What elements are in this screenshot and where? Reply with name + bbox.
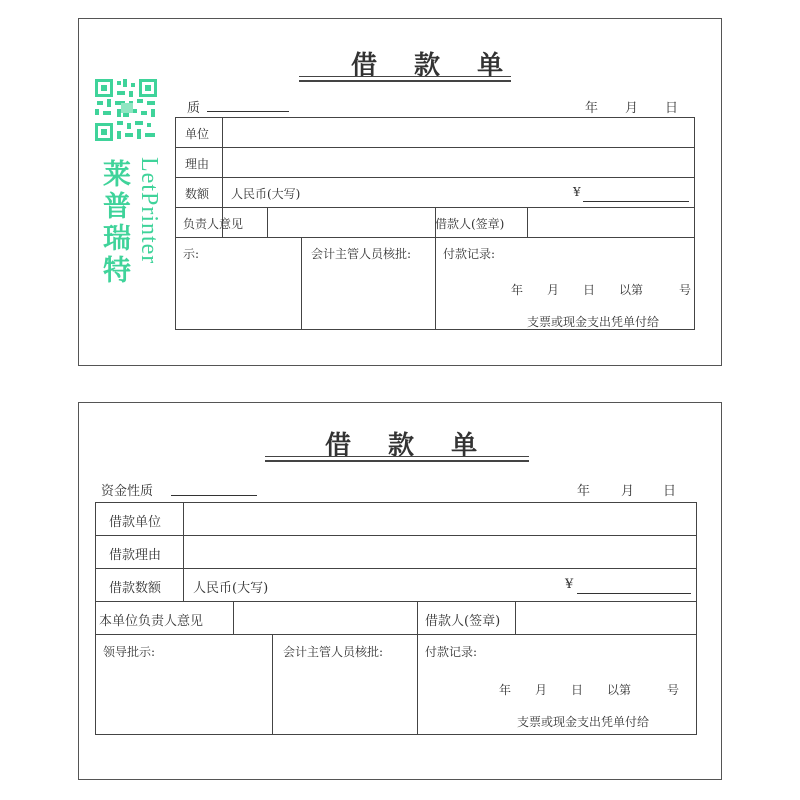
borrow-unit-field[interactable] — [223, 118, 694, 146]
fund-nature-field[interactable] — [171, 495, 257, 496]
month-label: 月 — [621, 484, 635, 499]
unit-head-opinion-label: 本单位负责人意见 — [99, 614, 204, 629]
borrow-unit-field[interactable] — [184, 503, 696, 534]
borrow-reason-label: 借款理由 — [109, 548, 162, 563]
accounting-approval-label: 会计主管人员核批: — [311, 247, 412, 261]
payment-record-label: 付款记录: — [425, 645, 478, 659]
borrow-unit-label: 借款单位 — [109, 515, 162, 530]
borrow-reason-label: 理由 — [185, 157, 210, 171]
borrow-reason-field[interactable] — [223, 148, 694, 176]
brand-chinese-logo: 莱普瑞特 — [99, 159, 132, 287]
accounting-approval-label: 会计主管人员核批: — [283, 645, 384, 659]
borrower-sign-field[interactable] — [516, 602, 696, 633]
title-underline — [265, 456, 529, 457]
yen-sign: ¥ — [565, 577, 574, 592]
loan-form-bottom — [78, 402, 722, 780]
title-underline-double — [265, 460, 529, 462]
leader-instruction-label: 示: — [183, 247, 200, 261]
title-underline — [299, 76, 511, 77]
form-title: 借 款 单 — [351, 51, 518, 81]
fund-nature-field[interactable] — [207, 111, 289, 112]
day-label: 日 — [665, 101, 679, 116]
year-label: 年 — [577, 484, 591, 499]
rmb-upper-label: 人民币(大写) — [193, 581, 269, 596]
rmb-upper-label: 人民币(大写) — [231, 187, 301, 201]
borrow-amount-label: 数额 — [185, 187, 210, 201]
fund-nature-label: 质 — [187, 101, 201, 116]
fund-nature-label: 资金性质 — [101, 484, 154, 499]
yen-amount-field[interactable] — [577, 593, 691, 594]
unit-head-opinion-label: 负责人意见 — [183, 217, 244, 231]
payment-date-line: 年 月 日 以第 号 — [499, 683, 680, 697]
yen-sign: ¥ — [573, 185, 581, 199]
borrow-unit-label: 单位 — [185, 127, 210, 141]
unit-head-opinion-field[interactable] — [234, 602, 416, 633]
payment-method-label: 支票或现金支出凭单付给 — [517, 715, 650, 729]
yen-amount-field[interactable] — [583, 201, 689, 202]
payment-record-label: 付款记录: — [443, 247, 496, 261]
year-label: 年 — [585, 101, 599, 116]
title-underline-double — [299, 80, 511, 82]
borrow-reason-field[interactable] — [184, 536, 696, 567]
leader-instruction-label: 领导批示: — [103, 645, 156, 659]
payment-method-label: 支票或现金支出凭单付给 — [527, 315, 660, 329]
brand-latin-logo: LetPrinter — [136, 157, 162, 265]
qr-code-icon — [93, 77, 159, 143]
loan-form-top — [78, 18, 722, 366]
borrower-sign-label: 借款人(签章) — [425, 614, 501, 629]
borrower-sign-label: 借款人(签章) — [435, 217, 505, 231]
payment-date-line: 年 月 日 以第 号 — [511, 283, 692, 297]
form-title: 借 款 单 — [325, 431, 492, 461]
day-label: 日 — [663, 484, 677, 499]
month-label: 月 — [625, 101, 639, 116]
borrow-amount-label: 借款数额 — [109, 581, 162, 596]
